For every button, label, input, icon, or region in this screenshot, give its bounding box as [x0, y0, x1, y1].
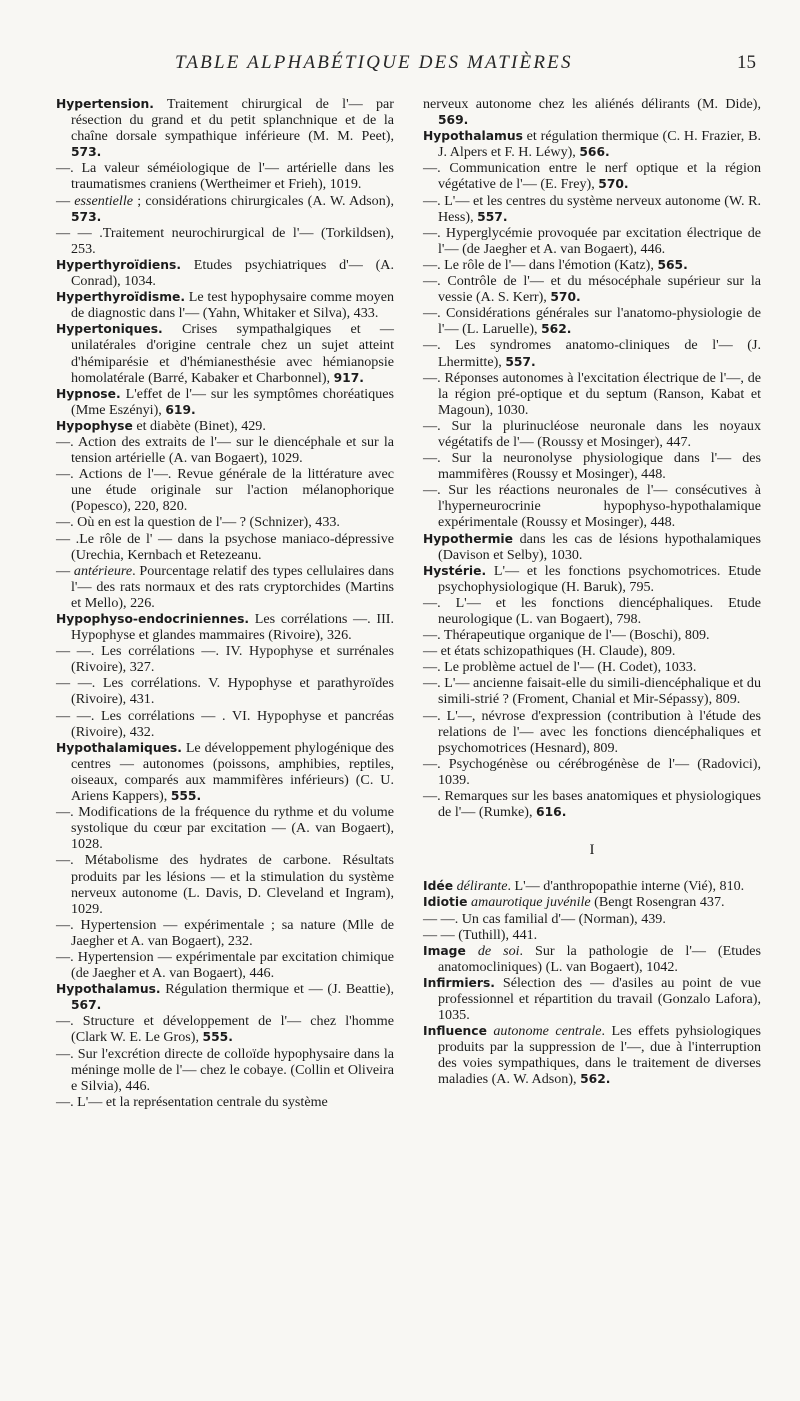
entry-text: . Pourcentage relatif des types cellulaires dans l'— des rats normaux et des rats cryptorchides (Martins et Mello), 226.: [71, 562, 395, 611]
index-entry: [56, 675, 394, 707]
entry-text: Les corrélations —. III. Hypophyse et glandes mammaires (Rivoire), 326.: [71, 611, 394, 644]
entry-page-ref: 570.: [550, 290, 581, 305]
entry-text: — — (Tuthill), 441.: [423, 926, 538, 943]
entry-text: —. Contrôle de l'— et du mésocéphale supérieur sur la vessie (A. S. Kerr),: [423, 273, 761, 306]
index-entry: [56, 434, 394, 466]
entry-headword: Infirmiers.: [423, 975, 495, 990]
entry-text: —. Sur les réactions neuronales de l'— consécutives à l'hyperneurocrinie hypophyso-hypothalamique expérimentale (Roussy et Mosinger), 448.: [423, 482, 761, 531]
entry-text: —. L'— et les fonctions diencéphaliques. Etude neurologique (L. van Bogaert), 798.: [423, 594, 761, 627]
page-number: 15: [737, 52, 756, 73]
entry-text: L'effet de l'— sur les symptômes choréatiques (Mme Eszényi),: [71, 385, 394, 418]
entry-text: Le développement phylogénique des centres — autonomes (poissons, amphibies, reptiles, oiseaux, comparés aux mammifères inférieurs) (C. U. Ariens Kappers),: [71, 739, 394, 805]
index-entry: [423, 531, 761, 563]
entry-text: —: [56, 192, 75, 209]
entry-page-ref: 557.: [505, 354, 536, 369]
left-column: [56, 96, 394, 1110]
entry-headword: Hypertoniques.: [56, 322, 163, 337]
entry-text: délirante: [456, 878, 508, 895]
entry-page-ref: 562.: [580, 1072, 611, 1087]
entry-text: —. Remarques sur les bases anatomiques et physiologiques de l'— (Rumke),: [423, 788, 761, 821]
index-entry: [56, 386, 394, 418]
entry-text: —: [56, 562, 74, 579]
running-title: TABLE ALPHABÉTIQUE DES MATIÈRES: [175, 52, 573, 73]
entry-page-ref: 557.: [477, 209, 508, 224]
entry-page-ref: 566.: [579, 145, 610, 160]
index-entry: [423, 225, 761, 257]
index-entry: [56, 514, 394, 530]
entry-text: Le test hypophysaire comme moyen de diagnostic dans l'— (Yahn, Whitaker et Silva), 433.: [71, 289, 394, 322]
entry-text: (Bengt Rosengran 437.: [590, 894, 725, 911]
entry-text: —. Sur la plurinucléose neuronale dans les noyaux végétatifs de l'— (Roussy et Mosinger), 447.: [423, 417, 761, 450]
entry-headword: Idée: [423, 879, 454, 894]
index-entry: [423, 878, 761, 894]
index-entry: [56, 257, 394, 289]
entry-text: —. Sur la neuronolyse physiologique dans l'— des mammifères (Roussy et Mosinger), 448.: [423, 450, 761, 483]
entry-text: —. Psychogénèse ou cérébrogénèse de l'— (Radovici), 1039.: [423, 755, 761, 788]
entry-text: . Sur la pathologie de l'— (Etudes anatomocliniques) (L. van Bogaert), 1042.: [438, 942, 761, 975]
index-entry: [56, 981, 394, 1013]
index-entry: [423, 370, 761, 418]
entry-headword: Hypophyso-endocriniennes.: [56, 612, 250, 626]
right-entries-bottom: [423, 878, 761, 1087]
index-entry: [423, 563, 761, 595]
index-entry: [423, 975, 761, 1023]
entry-page-ref: 567.: [71, 998, 102, 1013]
entry-text: —. Communication entre le nerf optique et la région végétative de l'— (E. Frey),: [423, 160, 761, 193]
entry-text: —. Les syndromes anatomo-cliniques de l'— (J. Lhermitte),: [423, 337, 761, 370]
section-letter: I: [589, 842, 595, 859]
entry-page-ref: 619.: [165, 402, 196, 417]
entry-page-ref: 555.: [170, 789, 202, 804]
index-entry: [423, 708, 761, 756]
entry-text: — et états schizopathiques (H. Claude), 809.: [423, 643, 676, 660]
entry-text: Traitement chirurgical de l'— par résection du grand et du petit splanchnique et de la chaîne dorsale sympathique inférieure (M. M. Peet),: [71, 96, 394, 145]
entry-text: antérieure: [73, 562, 133, 579]
entry-page-ref: 616.: [536, 805, 567, 820]
entry-text: dans les cas de lésions hypothalamiques (Davison et Selby), 1030.: [438, 530, 761, 563]
index-entry: [56, 1013, 394, 1045]
entry-text: —. La valeur séméiologique de l'— artérielle dans les traumatismes craniens (Werthеimer et Frieh), 1019.: [56, 160, 394, 193]
entry-page-ref: 565.: [657, 257, 688, 272]
index-entry: [56, 193, 394, 225]
entry-text: —. Action des extraits de l'— sur le diencéphale et sur la tension artérielle (A. van Bogaert), 1029.: [56, 433, 394, 467]
entry-headword: Hypothalamus: [423, 129, 523, 144]
entry-text: Crises sympathalgiques et — unilatérales d'origine centrale chez un sujet atteint d'hémiparésie et d'hémianesthésie avec hémianopsie homolatérale (Barré, Kabaker et Charbonnel),: [71, 321, 394, 386]
index-entry: [56, 1094, 394, 1110]
index-entry: [423, 911, 761, 927]
entry-text: — —. Les corrélations —. IV. Hypophyse et surrénales (Rivoire), 327.: [56, 643, 394, 676]
entry-text: autonome centrale: [493, 1023, 602, 1040]
index-entry: [423, 1023, 761, 1087]
index-entry: [56, 160, 394, 192]
entry-text: —. L'— ancienne faisait-elle du simili-diencéphalique et du simili-strié ? (Froment, Chanial et Mir-Sépassy), 809.: [423, 675, 761, 708]
entry-text: —. Considérations générales sur l'anatomo-physiologie de l'— (L. Laruelle),: [423, 305, 761, 338]
index-entry: [56, 563, 394, 611]
entry-headword: Hystérie.: [423, 563, 487, 578]
index-entry: [56, 289, 394, 321]
index-entry: [423, 273, 761, 305]
index-entry: [423, 257, 761, 273]
index-entry: [423, 788, 761, 820]
entry-text: L'— et les fonctions psychomotrices. Etude psychophysiologique (H. Baruk), 795.: [438, 562, 761, 595]
entry-text: —. Où en est la question de l'— ? (Schnizer), 433.: [56, 514, 340, 531]
entry-page-ref: 917.: [333, 370, 364, 385]
index-entry: [56, 531, 394, 563]
index-entry: [56, 321, 394, 385]
entry-text: — —. Un cas familial d'— (Norman), 439.: [423, 910, 666, 927]
entry-text: —. Thérapeutique organique de l'— (Boschi), 809.: [423, 627, 710, 644]
entry-text: et régulation thermique (C. H. Frazier, B. J. Alpers et F. H. Léwy),: [438, 128, 761, 161]
index-entry: [56, 917, 394, 949]
entry-text: —. L'— et la représentation centrale du système: [56, 1093, 328, 1110]
index-entry: [56, 804, 394, 852]
entry-text: —. Le rôle de l'— dans l'émotion (Katz),: [423, 256, 658, 273]
entry-text: — .Le rôle de l' — dans la psychose maniaco-dépressive (Urechia, Kernbach et Retezeanu.: [56, 530, 394, 563]
entry-headword: Hypophyse: [56, 418, 133, 433]
index-entry: [423, 943, 761, 975]
entry-headword: Influence: [423, 1024, 487, 1039]
entry-text: —. Hyperglycémie provoquée par excitation électrique de l'— (de Jaegher et A. van Bogaert), 446.: [423, 224, 761, 257]
index-entry: [56, 611, 394, 643]
index-entry: [423, 482, 761, 530]
entry-text: —. Hypertension — expérimentale ; sa nature (Mlle de Jaegher et A. van Bogaert), 232.: [56, 916, 394, 949]
index-entry: [423, 756, 761, 788]
entry-text: — —. Les corrélations. V. Hypophyse et parathyroïdes (Rivoire), 431.: [56, 675, 394, 708]
entry-page-ref: 573.: [71, 145, 102, 160]
index-entry: [56, 643, 394, 675]
entry-headword: Hyperthyroïdisme.: [56, 290, 186, 305]
index-entry: [56, 466, 394, 514]
left-entries: [56, 96, 394, 1110]
entry-headword: Image: [423, 943, 466, 958]
entry-page-ref: 570.: [598, 177, 629, 192]
entry-text: —. L'—, névrose d'expression (contribution à l'étude des relations de l'— avec les fonctions diencéphaliques et psychomotrices (Hesnard), 809.: [423, 707, 761, 756]
entry-text: de soi: [477, 942, 520, 959]
entry-text: — — .Traitement neurochirurgical de l'— (Torkildsen), 253.: [56, 224, 394, 257]
index-entry: [56, 96, 394, 160]
entry-text: —. Sur l'excrétion directe de colloïde hypophysaire dans la méninge molle de l'— chez le cobaye. (Collin et Oliveira e Silvia), 446.: [56, 1045, 394, 1094]
entry-text: . L'— d'anthropopathie interne (Vié), 810.: [507, 878, 745, 895]
entry-page-ref: 562.: [541, 322, 572, 337]
index-entry: [56, 418, 394, 434]
entry-text: —. Structure et développement de l'— chez l'homme (Clark W. E. Le Gros),: [56, 1013, 394, 1046]
index-entry: [423, 450, 761, 482]
index-entry: [423, 128, 761, 160]
entry-page-ref: 573.: [71, 209, 102, 224]
entry-text: — —. Les corrélations — . VI. Hypophyse et pancréas (Rivoire), 432.: [56, 707, 394, 740]
index-entry: [423, 595, 761, 627]
index-entry: [423, 418, 761, 450]
entry-page-ref: 569.: [438, 113, 469, 128]
entry-headword: Hypothermie: [423, 531, 513, 546]
index-entry: [423, 627, 761, 643]
entry-text: amaurotique juvénile: [471, 894, 591, 911]
right-column: [423, 96, 761, 1088]
index-entry: [56, 708, 394, 740]
entry-text: —. Le problème actuel de l'— (H. Codet), 1033.: [423, 659, 697, 676]
entry-text: ; considérations chirurgicales (A. W. Adson),: [133, 192, 394, 209]
entry-headword: Hypothalamiques.: [56, 740, 182, 755]
index-entry: [423, 160, 761, 192]
index-entry: [423, 675, 761, 707]
entry-text: —. Métabolisme des hydrates de carbone. Résultats produits par les lésions — et la stimulation du système nerveux autonome (L. Davis, D. Cleveland et Ingram), 1029.: [56, 852, 394, 917]
index-entry: [56, 949, 394, 981]
entry-text: [466, 943, 478, 959]
index-entry: [56, 225, 394, 257]
index-entry: [423, 659, 761, 675]
entry-headword: Hypnose.: [56, 386, 121, 401]
index-entry: [423, 193, 761, 225]
entry-text: —. Réponses autonomes à l'excitation électrique de l'—, de la région pré-optique et du septum (Ranson, Kabat et Magoun), 1030.: [423, 369, 761, 418]
entry-text: nerveux autonome chez les aliénés délirants (M. Dide),: [423, 96, 761, 112]
index-entry: [56, 740, 394, 804]
index-entry: [423, 894, 761, 910]
entry-text: —. Actions de l'—. Revue générale de la littérature avec une étude originale sur l'action mélanophorique (Popesco), 220, 820.: [56, 466, 394, 515]
index-entry: [423, 927, 761, 943]
index-entry: [56, 1046, 394, 1094]
index-entry: [423, 96, 761, 128]
running-head: [0, 52, 800, 76]
entry-text: . Les effets pyhsiologiques produits par la suppression de l'—, due à l'interruption des voies sympathiques, dans le traitement de diverses maladies (A. W. Adson),: [438, 1023, 761, 1088]
entry-text: —. Modifications de la fréquence du rythme et du volume systolique du cœur par excitation — (A. van Bogaert), 1028.: [56, 804, 394, 853]
index-entry: [56, 852, 394, 916]
entry-headword: Idiotie: [423, 895, 468, 910]
entry-text: Sélection des — d'asiles au point de vue professionnel et répartition du travail (Gonzalo Lafora), 1035.: [438, 974, 761, 1024]
right-entries-top: [423, 96, 761, 820]
entry-page-ref: 555.: [202, 1030, 233, 1045]
entry-headword: Hypertension.: [56, 97, 154, 111]
index-entry: [423, 305, 761, 337]
entry-text: Etudes psychiatriques d'— (A. Conrad), 1034.: [71, 256, 394, 290]
entry-text: —. Hypertension — expérimentale par excitation chimique (de Jaegher et A. van Bogaert), 446.: [56, 948, 394, 982]
entry-text: et diabète (Binet), 429.: [132, 417, 266, 434]
entry-headword: Hypothalamus.: [56, 982, 161, 997]
entry-text: essentielle: [74, 192, 133, 209]
index-entry: [423, 337, 761, 369]
entry-text: Régulation thermique et — (J. Beattie),: [160, 981, 394, 998]
index-entry: [423, 643, 761, 659]
entry-text: —. L'— et les centres du système nerveux autonome (W. R. Hess),: [423, 192, 761, 225]
entry-headword: Hyperthyroïdiens.: [56, 257, 181, 272]
